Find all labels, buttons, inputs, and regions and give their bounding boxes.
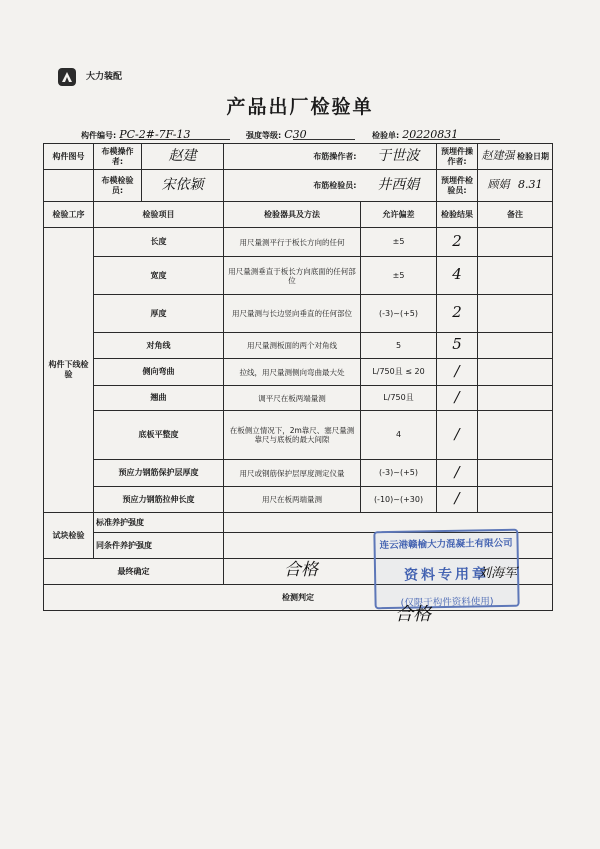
row-result: / <box>437 386 478 411</box>
rebar-operator-value: 于世波 <box>361 144 437 170</box>
final-label: 最终确定 <box>44 559 224 585</box>
mold-operator-value: 赵建 <box>142 144 224 170</box>
row-result: 4 <box>437 257 478 295</box>
row-tool: 调平尺在板两端量测 <box>224 386 361 411</box>
row-tolerance: 5 <box>361 333 437 359</box>
row-remark <box>478 487 553 513</box>
final-value: 合格 <box>224 559 553 585</box>
row-remark <box>478 333 553 359</box>
row-tool: 用尺在板两端量测 <box>224 487 361 513</box>
date-value: 20220831 <box>402 128 459 141</box>
row-tool: 用尺量测与长边竖向垂直的任何部位 <box>224 295 361 333</box>
same-curing-label: 同条件养护强度 <box>94 533 224 559</box>
row-tolerance: 4 <box>361 411 437 460</box>
inspect-date-label: 检验日期 <box>517 152 550 161</box>
inspect-date-value: 8.31 <box>518 178 543 191</box>
embed-inspector-cell <box>478 170 553 202</box>
row-tolerance: ±5 <box>361 257 437 295</box>
company-seal: 连云港赣榆大力混凝土有限公司 资料专用章 (仅限于构件资料使用) <box>373 529 519 610</box>
row-result: 2 <box>437 228 478 257</box>
row-item: 翘曲 <box>94 386 224 411</box>
row-result: / <box>437 411 478 460</box>
judgement-label: 检测判定 <box>44 585 553 611</box>
row-tool: 用尺量测垂直于板长方向底面的任何部位 <box>224 257 361 295</box>
mold-inspector-value: 宋依颖 <box>142 170 224 202</box>
row-tool: 用尺或钢筋保护层厚度测定仪量 <box>224 460 361 487</box>
process-header: 检验工序 <box>44 202 94 228</box>
row-item: 预应力钢筋保护层厚度 <box>94 460 224 487</box>
row-remark <box>478 460 553 487</box>
tool-header: 检验器具及方法 <box>224 202 361 228</box>
embed-operator-label: 预埋件操作者: <box>437 144 478 170</box>
embed-inspector-label: 预埋件检验员: <box>437 170 478 202</box>
group-label: 构件下线检验 <box>44 228 94 513</box>
seal-signature: 刘海军 <box>478 566 518 581</box>
row-remark <box>478 295 553 333</box>
page-title: 产品出厂检验单 <box>226 96 374 118</box>
row-tolerance: L/750且 <box>361 386 437 411</box>
mold-inspector-label: 布模检验员: <box>94 170 142 202</box>
result-header: 检验结果 <box>437 202 478 228</box>
rebar-operator-cell: 布筋操作者: <box>224 144 361 170</box>
tolerance-header: 允许偏差 <box>361 202 437 228</box>
row-item: 预应力钢筋拉伸长度 <box>94 487 224 513</box>
grade-field: 强度等级: C30 <box>246 128 307 141</box>
row-tolerance: (-10)~(+30) <box>361 487 437 513</box>
row-result: 5 <box>437 333 478 359</box>
row-item: 对角线 <box>94 333 224 359</box>
embed-operator-value: 赵建强 <box>481 149 515 162</box>
row-result: 2 <box>437 295 478 333</box>
component-no-value: PC-2#-7F-13 <box>119 128 191 141</box>
row-tool: 用尺量测板面的两个对角线 <box>224 333 361 359</box>
row-item: 宽度 <box>94 257 224 295</box>
grade-value: C30 <box>284 128 307 141</box>
row-remark <box>478 411 553 460</box>
date-field: 检验单: 20220831 <box>372 128 459 141</box>
standard-curing-label: 标准养护强度 <box>94 513 224 533</box>
row-tool: 在板侧立情况下，2m靠尺、塞尺量测靠尺与底板的最大间隙 <box>224 411 361 460</box>
row-item: 长度 <box>94 228 224 257</box>
row-item: 侧向弯曲 <box>94 359 224 386</box>
rebar-inspector-cell: 布筋检验员: <box>224 170 361 202</box>
embed-operator-cell <box>478 144 553 170</box>
mold-operator-label: 布模操作者: <box>94 144 142 170</box>
company-name: 大力装配 <box>86 72 123 82</box>
row-result: / <box>437 359 478 386</box>
row-tool: 用尺量测平行于板长方向的任何 <box>224 228 361 257</box>
row-remark <box>478 359 553 386</box>
row-remark <box>478 257 553 295</box>
row-tolerance: ±5 <box>361 228 437 257</box>
rebar-inspector-value: 井西娟 <box>361 170 437 202</box>
row-item: 厚度 <box>94 295 224 333</box>
component-no-field: 构件编号: PC-2#-7F-13 <box>81 128 191 141</box>
remark-header: 备注 <box>478 202 553 228</box>
component-code-value <box>44 170 94 202</box>
row-result: / <box>437 460 478 487</box>
row-tolerance: (-3)~(+5) <box>361 295 437 333</box>
item-header: 检验项目 <box>94 202 224 228</box>
company-logo-icon <box>57 67 77 87</box>
judgement-value: 合格 <box>395 604 431 625</box>
row-item: 底板平整度 <box>94 411 224 460</box>
row-tool: 拉线，用尺量测侧向弯曲最大处 <box>224 359 361 386</box>
row-result: / <box>437 487 478 513</box>
row-tolerance: L/750且 ≤ 20 <box>361 359 437 386</box>
test-block-label: 试块检验 <box>44 513 94 559</box>
component-code-label: 构件图号 <box>44 144 94 170</box>
row-tolerance: (-3)~(+5) <box>361 460 437 487</box>
row-remark <box>478 386 553 411</box>
embed-inspector-value: 顾娟 <box>487 178 510 191</box>
row-remark <box>478 228 553 257</box>
